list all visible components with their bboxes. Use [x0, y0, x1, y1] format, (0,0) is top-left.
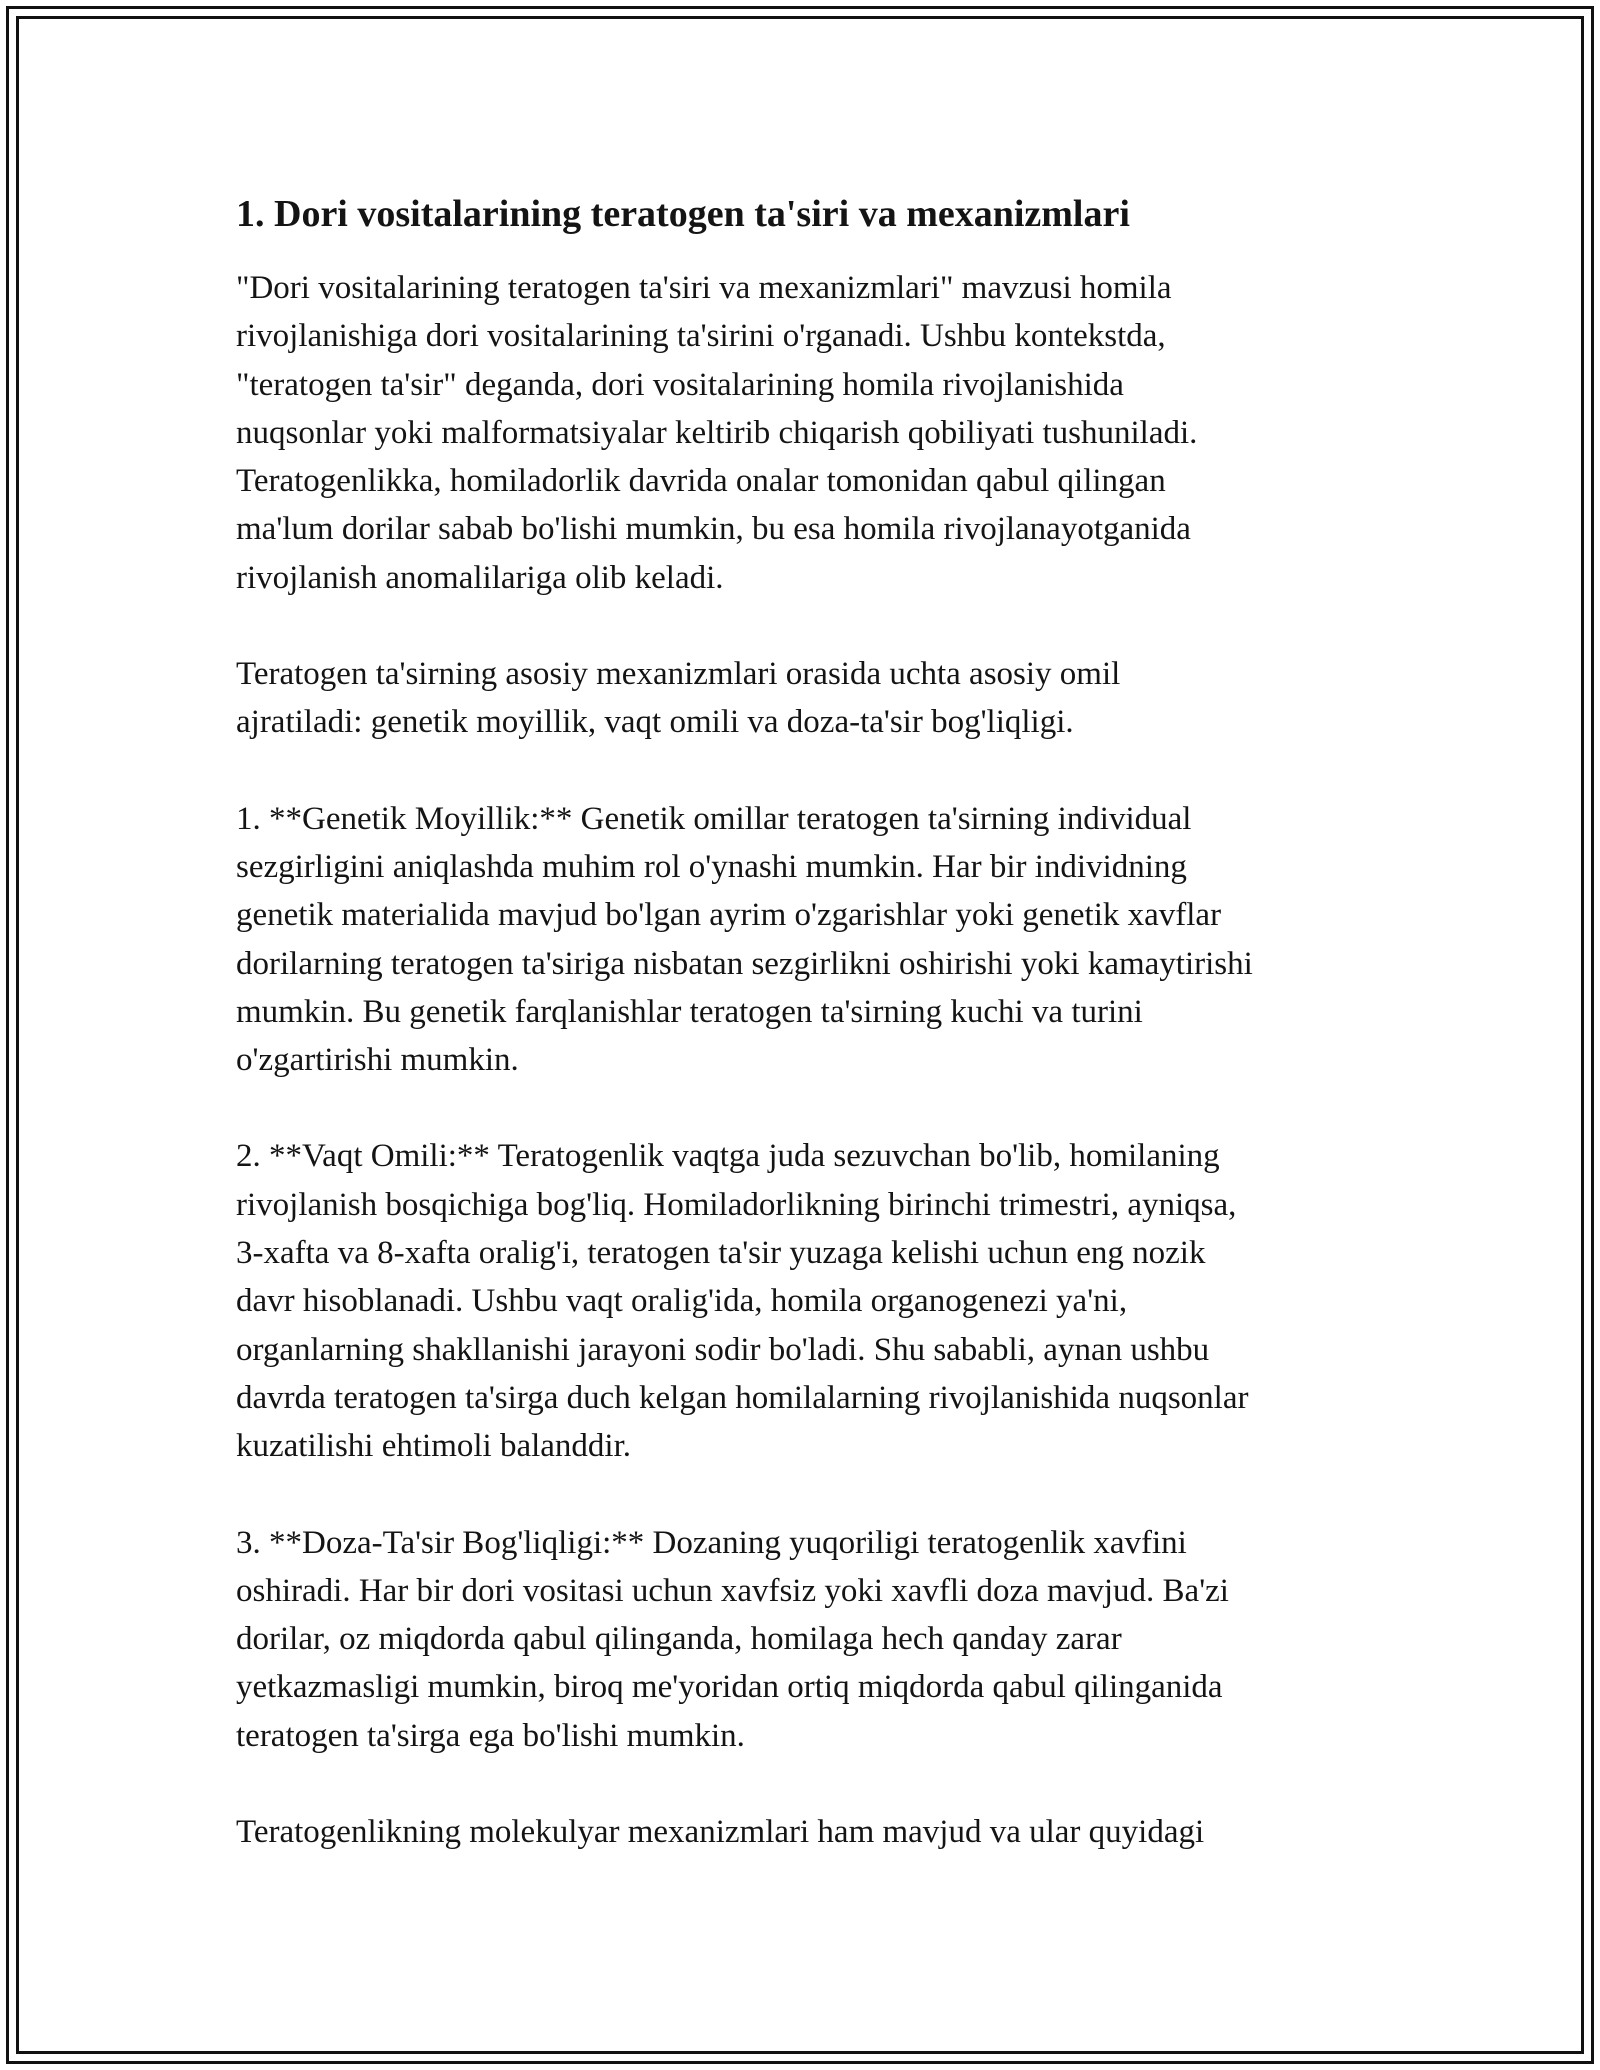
- text-line: rivojlanish anomalilariga olib keladi.: [236, 559, 724, 596]
- text-line: ajratiladi: genetik moyillik, vaqt omili va doza-ta'sir bog'liqligi.: [236, 704, 1074, 741]
- text-line: ma'lum dorilar sabab bo'lishi mumkin, bu esa homila rivojlanayotganida: [236, 511, 1191, 548]
- text-line: 2. **Vaqt Omili:** Teratogenlik vaqtga juda sezuvchan bo'lib, homilaning: [236, 1138, 1220, 1175]
- text-line: 3. **Doza-Ta'sir Bog'liqligi:** Dozaning yuqoriligi teratogenlik xavfini: [236, 1524, 1187, 1561]
- text-line: kuzatilishi ehtimoli balanddir.: [236, 1428, 632, 1465]
- paragraph-4: [236, 1132, 1386, 1470]
- text-line: yetkazmasligi mumkin, biroq me'yoridan ortiq miqdorda qabul qilinganida: [236, 1669, 1223, 1706]
- text-line: 1. **Genetik Moyillik:** Genetik omillar teratogen ta'sirning individual: [236, 800, 1192, 837]
- paragraph-6: [236, 1808, 1386, 1856]
- text-line: rivojlanishiga dori vositalarining ta'sirini o'rganadi. Ushbu kontekstda,: [236, 318, 1166, 355]
- text-line: mumkin. Bu genetik farqlanishlar teratogen ta'sirning kuchi va turini: [236, 993, 1143, 1030]
- text-line: rivojlanish bosqichiga bog'liq. Homiladorlikning birinchi trimestri, ayniqsa,: [236, 1186, 1237, 1223]
- text-line: organlarning shakllanishi jarayoni sodir bo'ladi. Shu sababli, aynan ushbu: [236, 1331, 1210, 1368]
- text-line: "Dori vositalarining teratogen ta'siri va mexanizmlari" mavzusi homila: [236, 270, 1172, 306]
- document-body: [236, 190, 1386, 1904]
- document-title: 1. Dori vositalarining teratogen ta'siri va mexanizmlari: [236, 193, 1130, 235]
- text-line: teratogen ta'sirga ega bo'lishi mumkin.: [236, 1717, 745, 1754]
- paragraph-2: [236, 650, 1386, 747]
- text-line: sezgirligini aniqlashda muhim rol o'ynashi mumkin. Har bir individning: [236, 848, 1187, 885]
- text-line: davrda teratogen ta'sirga duch kelgan homilalarning rivojlanishida nuqsonlar: [236, 1379, 1249, 1416]
- text-line: "teratogen ta'sir" deganda, dori vositalarining homila rivojlanishida: [236, 366, 1124, 403]
- paragraph-5: [236, 1519, 1386, 1760]
- text-line: oshiradi. Har bir dori vositasi uchun xavfsiz yoki xavfli doza mavjud. Ba'zi: [236, 1572, 1229, 1609]
- text-line: dorilarning teratogen ta'siriga nisbatan sezgirlikni oshirishi yoki kamaytirishi: [236, 945, 1253, 982]
- text-line: 3-xafta va 8-xafta oralig'i, teratogen ta'sir yuzaga kelishi uchun eng nozik: [236, 1235, 1206, 1272]
- text-line: dorilar, oz miqdorda qabul qilinganda, homilaga hech qanday zarar: [236, 1621, 1122, 1658]
- paragraph-list: [236, 264, 1386, 1856]
- text-line: Teratogenlikning molekulyar mexanizmlari ham mavjud va ular quyidagi: [236, 1814, 1205, 1851]
- text-line: Teratogen ta'sirning asosiy mexanizmlari orasida uchta asosiy omil: [236, 656, 1121, 693]
- text-line: genetik materialida mavjud bo'lgan ayrim o'zgarishlar yoki genetik xavflar: [236, 897, 1222, 934]
- text-line: nuqsonlar yoki malformatsiyalar keltirib chiqarish qobiliyati tushuniladi.: [236, 414, 1198, 451]
- paragraph-3: [236, 795, 1386, 1085]
- paragraph-1: [236, 264, 1386, 602]
- text-line: Teratogenlikka, homiladorlik davrida onalar tomonidan qabul qilingan: [236, 463, 1166, 500]
- text-line: o'zgartirishi mumkin.: [236, 1042, 519, 1079]
- text-line: davr hisoblanadi. Ushbu vaqt oralig'ida, homila organogenezi ya'ni,: [236, 1283, 1128, 1320]
